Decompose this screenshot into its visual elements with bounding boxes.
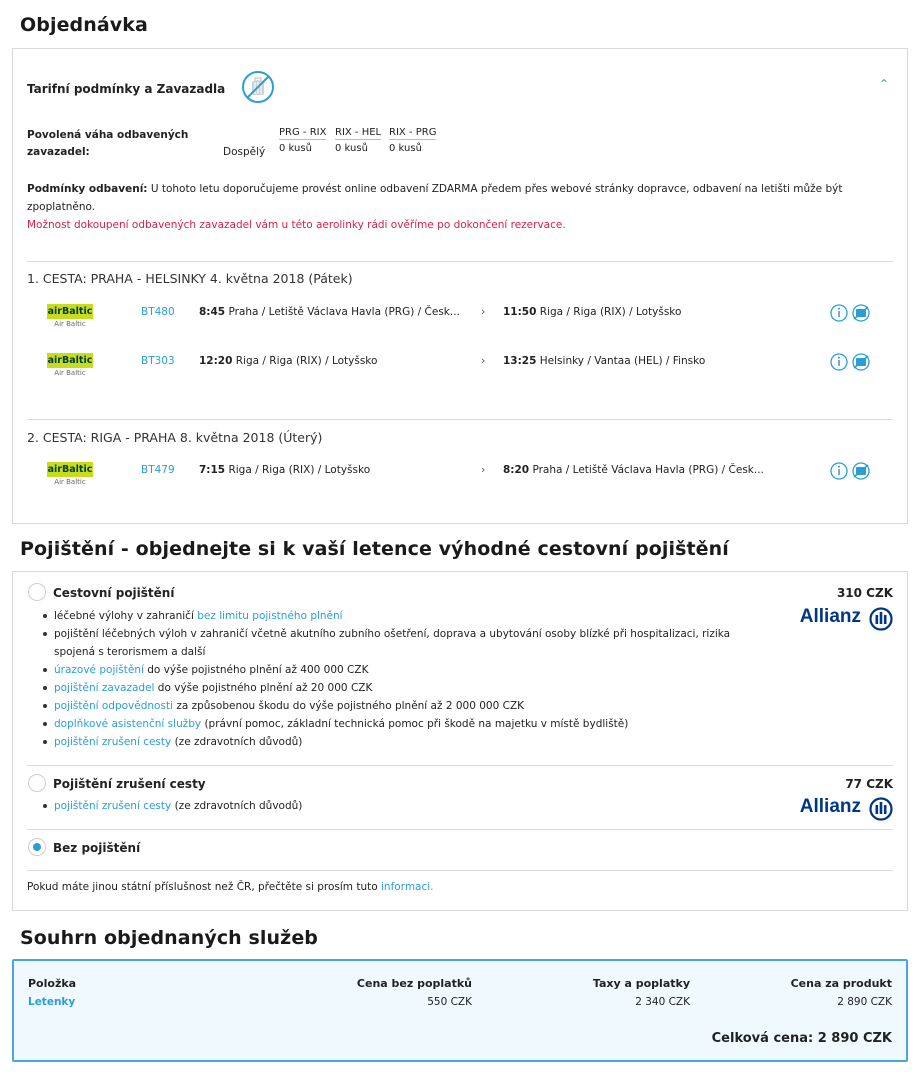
list-item: úrazové pojištění do výše pojistného plnění až 400 000 CZK [43,661,763,679]
flight-info-icons[interactable] [830,461,872,481]
total-price: Celková cena: 2 890 CZK [711,1031,892,1046]
baggage-icon [853,354,869,370]
conditions-text: U tohoto letu doporučujeme provést online odbavení ZDARMA předem přes webové stránky dopravce, odbavení na letišti může být zpoplatněno. [27,183,843,213]
benefit-link[interactable]: pojištění odpovědnosti [54,700,173,712]
airline-logo: airBaltic Air Baltic [47,306,93,328]
departure: 8:45 Praha / Letiště Václava Havla (PRG) / Česk... [199,306,460,318]
bag-count: 0 kusů [389,143,422,154]
baggage-weight-label: Povolená váha odbavených zavazadel: [27,129,189,158]
allianz-logo-text: Allianz [799,606,861,627]
checkin-conditions [27,180,857,234]
option-price: 77 CZK [845,777,893,791]
flight-row [27,462,893,492]
benefit-link[interactable]: doplňkové asistenční služby [54,718,202,730]
benefit-link[interactable]: pojištění zrušení cesty [54,736,172,748]
col-header-item: Položka [28,977,77,990]
flight-number[interactable]: BT479 [141,464,175,476]
info-icon [831,305,847,321]
baggage-icon [853,463,869,479]
allianz-logo-icon [869,607,893,631]
chevron-right-icon: › [481,305,486,318]
option-title: Bez pojištění [53,841,141,855]
benefit-link[interactable]: úrazové pojištění [54,664,144,676]
trip-heading: 2. CESTA: RIGA - PRAHA 8. května 2018 (Úterý) [27,430,323,445]
flight-number[interactable]: BT480 [141,306,175,318]
list-item: léčebné výlohy v zahraničí bez limitu pojistného plnění [43,607,763,625]
option-price: 310 CZK [836,586,893,600]
bag-count: 0 kusů [335,143,368,154]
bag-column [335,127,381,154]
bag-count: 0 kusů [279,143,312,154]
option-title: Cestovní pojištění [53,586,175,600]
divider [27,870,893,871]
arrival: 13:25 Helsinky / Vantaa (HEL) / Finsko [503,355,706,367]
divider [27,419,893,420]
flight-info-icons[interactable] [830,303,872,323]
benefit-link[interactable]: pojištění zavazadel [54,682,155,694]
col-header-taxes: Taxy a poplatky [592,977,690,990]
chevron-right-icon: › [481,463,486,476]
no-baggage-icon [241,70,275,104]
flight-info-icons[interactable] [830,352,872,372]
list-item: doplňkové asistenční služby (právní pomoc, základní technická pomoc při škodě na majetku v místě bydliště) [43,715,763,733]
allianz-logo-text: Allianz [799,796,861,817]
departure: 12:20 Riga / Riga (RIX) / Lotyšsko [199,355,378,367]
radio-travel-insurance[interactable] [28,583,46,601]
arrival: 11:50 Riga / Riga (RIX) / Lotyšsko [503,306,682,318]
conditions-warning: Možnost dokoupení odbavených zavazadel vám u této aerolinky rádi ověříme po dokončení rezervace. [27,219,566,231]
info-icon [831,463,847,479]
radio-cancel-insurance[interactable] [28,774,46,792]
insurance-box [12,571,908,911]
bag-route: RIX - PRG [389,127,437,138]
page-title: Objednávka [20,14,148,36]
order-box [12,48,908,524]
list-item: pojištění odpovědnosti za způsobenou škodu do výše pojistného plnění až 2 000 000 CZK [43,697,763,715]
summary-taxes: 2 340 CZK [635,996,690,1008]
travel-insurance-benefits [43,607,763,751]
trip-heading: 1. CESTA: PRAHA - HELSINKY 4. května 2018 (Pátek) [27,271,353,286]
divider [27,261,893,262]
col-header-product-price: Cena za produkt [790,977,892,990]
bag-column [389,127,436,154]
bag-route: RIX - HEL [335,127,382,138]
list-item: pojištění zrušení cesty (ze zdravotních důvodů) [43,797,763,815]
info-icon [831,354,847,370]
passenger-type: Dospělý [223,146,266,158]
departure: 7:15 Riga / Riga (RIX) / Lotyšsko [199,464,371,476]
flight-number[interactable]: BT303 [141,355,175,367]
allianz-logo-icon [869,797,893,821]
arrival: 8:20 Praha / Letiště Václava Havla (PRG) / Česk... [503,464,764,476]
flight-row [27,304,893,334]
tariff-title: Tarifní podmínky a Zavazadla [27,82,226,96]
insurance-title: Pojištění - objednejte si k vaší letence výhodné cestovní pojištění [20,538,729,560]
airline-logo: airBaltic Air Baltic [47,355,93,377]
benefit-link[interactable]: pojištění zrušení cesty [54,800,172,812]
chevron-right-icon: › [481,354,486,367]
summary-box [12,959,908,1062]
divider [27,765,893,766]
list-item: pojištění léčebných výloh v zahraničí včetně akutního zubního ošetření, doprava a ubytování osoby blízké při hospitalizaci, rizika spojená s terorismem a další [43,625,763,661]
radio-no-insurance[interactable] [28,838,46,856]
summary-item-link[interactable]: Letenky [28,996,76,1008]
col-header-price: Cena bez poplatků [356,977,472,990]
info-link[interactable]: informaci. [381,881,434,893]
conditions-label: Podmínky odbavení: [27,183,148,195]
bag-route: PRG - RIX [279,127,327,138]
baggage-icon [853,305,869,321]
option-title: Pojištění zrušení cesty [53,777,206,791]
collapse-chevron-up-icon[interactable]: ⌃ [878,77,889,91]
cancel-insurance-benefits [43,797,763,815]
nationality-note: Pokud máte jinou státní příslušnost než ČR, přečtěte si prosím tuto informaci. [27,881,434,893]
summary-product-price: 2 890 CZK [837,996,892,1008]
list-item: pojištění zavazadel do výše pojistného plnění až 20 000 CZK [43,679,763,697]
bag-column [279,127,326,154]
divider [27,829,893,830]
airline-logo: airBaltic Air Baltic [47,464,93,486]
benefit-link[interactable]: bez limitu pojistného plnění [197,610,343,622]
summary-price: 550 CZK [427,996,472,1008]
flight-row [27,353,893,383]
list-item: pojištění zrušení cesty (ze zdravotních důvodů) [43,733,763,751]
summary-title: Souhrn objednaných služeb [20,927,319,949]
